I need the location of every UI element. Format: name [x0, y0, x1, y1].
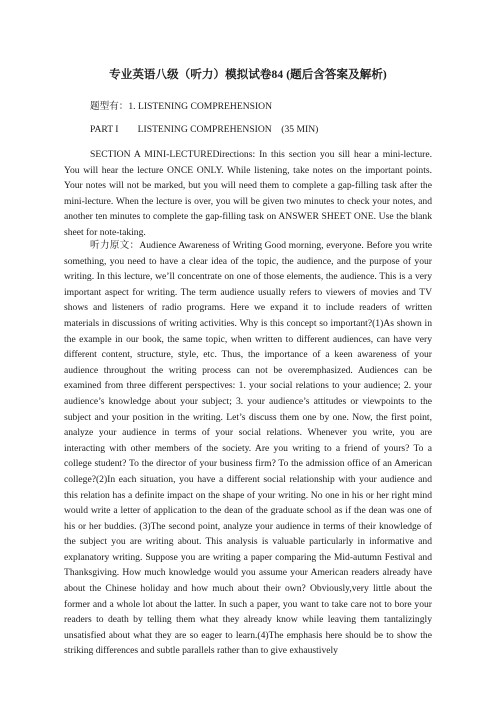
transcript-label: 听力原文： [90, 240, 140, 251]
part-heading: PART I LISTENING COMPREHENSION (35 MIN) [90, 124, 319, 135]
section-directions: SECTION A MINI-LECTUREDirections: In this section you sill hear a mini-lecture. You will hear the lecture ONCE ONLY. While listening, take notes on the important points. Your notes will not be marked, but you will need them to complete a gap-filling task after the mini-lecture. When the lecture is over, you will be given two minutes to check your notes, and another ten minutes to complete the gap-filling task on ANSWER SHEET ONE. Use the blank sheet for note-taking. [64, 149, 432, 238]
question-type-line: 题型有：1. LISTENING COMPREHENSION [90, 101, 273, 112]
document-title: 专业英语八级（听力）模拟试卷84 (题后含答案及解析) [109, 69, 387, 81]
transcript-text: Audience Awareness of Writing Good morning, everyone. Before you write something, you need to have a clear idea of the topic, the audience, and the purpose of your writing. In this lecture, we’ll concentrate on one of those elements, the audience. This is a very important aspect for writing. The term audience usually refers to viewers of movies and TV shows and listeners of radio programs. Here we expand it to include readers of written materials in discussions of writing activities. Why is this concept so important?(1)As shown in the example in our book, the same topic, when written to different audiences, can have very different content, structure, style, etc. Thus, the importance of a keen awareness of your audience throughout the writing process can not be overemphasized. Audiences can be examined from three different perspectives: 1. your social relations to your audience; 2. your audience’s knowledge about your subject; 3. your audience’s attitudes or viewpoints to the subject and your position in the writing. Let’s discuss them one by one. Now, the first point, analyze your audience in terms of your social relations. Whenever you write, you are interacting with other members of the society. Are you writing to a friend of yours? To a college student? To the director of your business firm? To the admission office of an American college?(2)In each situation, you have a different social relationship with your audience and this relation has a definite impact on the shape of your writing. No one in his or her right mind would write a letter of application to the dean of the graduate school as if the dean was one of his or her buddies. (3)The second point, analyze your audience in terms of their knowledge of the subject you are writing about. This analysis is valuable particularly in informative and explanatory writing. Suppose you are writing a paper comparing the Mid-autumn Festival and Thanksgiving. How much knowledge would you assume your American readers already have about the Chinese holiday and how much about their own? Obviously,very little about the former and a whole lot about the latter. In such a paper, you want to take care not to bore your readers to death by telling them what they already know while leaving them tantalizingly unsatisfied about what they are so eager to learn.(4)The emphasis here should be to show the striking differences and subtle parallels rather than to give exhaustively [64, 240, 432, 657]
transcript-paragraph [64, 238, 432, 659]
